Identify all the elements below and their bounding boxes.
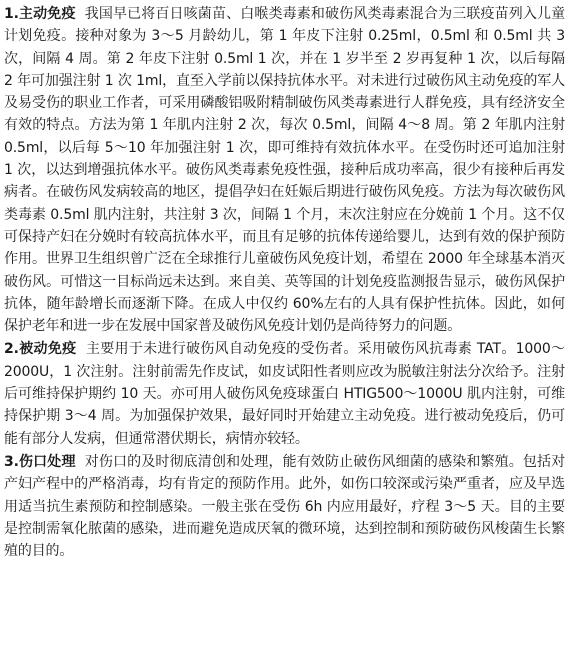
section-body: 对伤口的及时彻底清创和处理，能有效防止破伤风细菌的感染和繁殖。包括对产妇产程中的严格消毒，均有肯定的预防作用。此外，如伤口较深或污染严重者，应及早选用适当抗生素预防和控制感染。一般主张在受伤 6h 内应用最好，疗程 3～5 天。目的主要是控制需氧化脓菌的感染，进而避免造成厌氧的微环境，达到控制和预防破伤风梭菌生长繁殖的目的。 [4,453,565,560]
section-wound-treatment [4,451,565,562]
section-heading: 1.主动免疫 [4,6,76,22]
section-heading: 2.被动免疫 [4,341,77,358]
section-active-immunization [4,3,565,337]
section-body: 我国早已将百日咳菌苗、白喉类毒素和破伤风类毒素混合为三联疫苗列入儿童计划免疫。接种对象为 3～5 月龄幼儿，第 1 年皮下注射 0.25ml，0.5ml 和 0.5ml 共 3 次，间隔 4 周。第 2 年皮下注射 0.5ml 1 次，并在 1 岁半至 2 岁再复种 1 次，以后每隔 2 年可加强注射 1 次 1ml，直至入学前以保持抗体水平。对未进行过破伤风主动免疫的军人及易受伤的职业工作者，可采用磷酸铝吸附精制破伤风类毒素进行人群免疫，具有经济安全有效的特点。方法为第 1 年肌内注射 2 次，每次 0.5ml，间隔 4～8 周。第 2 年肌内注射 0.5ml，以后每 5～10 年加强注射 1 次，即可维持有效抗体水平。在受伤时还可追加注射 1 次，以达到增强抗体水平。破伤风类毒素免疫性强，接种后成功率高，很少有接种后再发病者。在破伤风发病较高的地区，提倡孕妇在妊娠后期进行破伤风免疫。方法为每次破伤风类毒素 0.5ml 肌内注射，共注射 3 次，间隔 1 个月，末次注射应在分娩前 1 个月。这不仅可保持产妇在分娩时有较高抗体水平，而且有足够的抗体传递给婴儿，达到有效的保护预防作用。世界卫生组织曾广泛在全球推行儿童破伤风免疫计划，希望在 2000 年全球基本消灭破伤风。可惜这一目标尚远未达到。来自美、英等国的计划免疫监测报告显示，破伤风保护抗体，随年龄增长而逐渐下降。在成人中仅约 60%左右的人具有保护性抗体。因此，如何保护老年和进一步在发展中国家普及破伤风免疫计划仍是尚待努力的问题。 [4,6,565,335]
section-passive-immunization [4,338,565,449]
section-heading: 3.伤口处理 [4,453,76,470]
section-body: 主要用于未进行破伤风自动免疫的受伤者。采用破伤风抗毒素 TAT。1000～2000U，1 次注射。注射前需先作皮试，如皮试阳性者则应改为脱敏注射法分次给予。注射后可维持保护期约 10 天。亦可用人破伤风免疫球蛋白 HTIG500～1000U 肌内注射，可维持保护期 3～4 周。为加强保护效果，最好同时开始建立主动免疫。进行被动免疫后，仍可能有部分人发病，但通常潜伏期长，病情亦较轻。 [4,341,565,447]
